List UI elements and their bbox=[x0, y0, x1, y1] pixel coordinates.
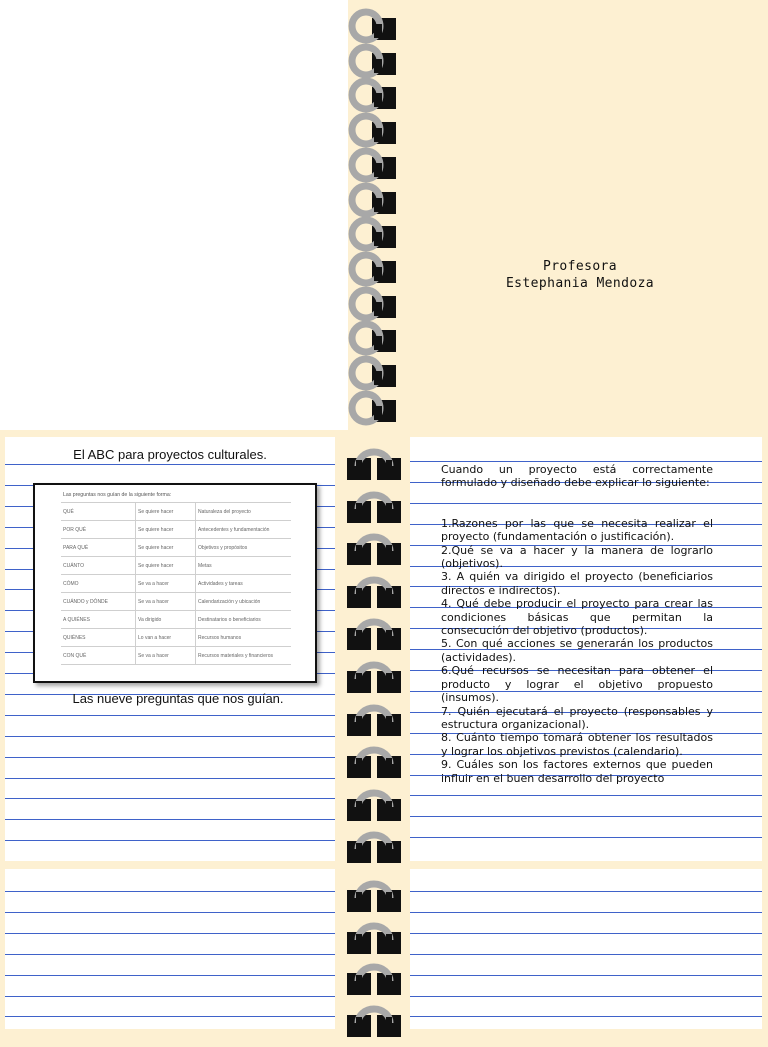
table-cell: Calendarización y ubicación bbox=[196, 593, 292, 611]
cover-right-page bbox=[392, 0, 768, 430]
list-item: 9. Cuáles son los factores externos que pueden influir en el buen desarrollo del proyecto bbox=[441, 758, 713, 785]
table-cell: Naturaleza del proyecto bbox=[196, 503, 292, 521]
ruled-line bbox=[5, 819, 335, 820]
table-cell: Metas bbox=[196, 557, 292, 575]
table-row bbox=[61, 611, 291, 629]
ruled-line bbox=[410, 837, 762, 838]
table-cell: Recursos materiales y financieros bbox=[196, 647, 292, 665]
table-cell: Se va a hacer bbox=[136, 647, 196, 665]
list-item: 4. Qué debe producir el proyecto para crear las condiciones básicas que permitan la consecución del objetivo (productos). bbox=[441, 597, 713, 638]
ruled-line bbox=[5, 840, 335, 841]
ruled-line bbox=[5, 912, 335, 913]
table-cell: Objetivos y propósitos bbox=[196, 539, 292, 557]
ruled-line bbox=[5, 757, 335, 758]
ruled-line bbox=[5, 715, 335, 716]
abc-caption: Las nueve preguntas que nos guían. bbox=[72, 691, 284, 706]
spiral-ring-icon bbox=[346, 997, 402, 1047]
table-cell: CÓMO bbox=[61, 575, 136, 593]
list-item: 6.Qué recursos se necesitan para obtener el producto y lograr el objetivo propuesto (insumos). bbox=[441, 664, 713, 705]
cover-line-1: Profesora bbox=[542, 259, 618, 274]
table-cell: Lo van a hacer bbox=[136, 629, 196, 647]
table-cell: POR QUÉ bbox=[61, 521, 136, 539]
ruled-line bbox=[5, 933, 335, 934]
ruled-line bbox=[410, 461, 762, 462]
ruled-line bbox=[410, 954, 762, 955]
abc-title: El ABC para proyectos culturales. bbox=[73, 447, 267, 462]
table-cell: PARA QUÉ bbox=[61, 539, 136, 557]
ruled-line bbox=[410, 816, 762, 817]
ruled-line bbox=[5, 736, 335, 737]
table-cell: Se quiere hacer bbox=[136, 521, 196, 539]
question-list bbox=[441, 517, 713, 785]
table-cell: CON QUÉ bbox=[61, 647, 136, 665]
list-item: 5. Con qué acciones se generarán los productos (actividades). bbox=[441, 637, 713, 664]
ruled-line bbox=[5, 778, 335, 779]
table-cell: A QUIÉNES bbox=[61, 611, 136, 629]
ruled-line bbox=[410, 1016, 762, 1017]
ruled-line bbox=[5, 798, 335, 799]
questions-table-image bbox=[33, 483, 317, 683]
table-cell: Recursos humanos bbox=[196, 629, 292, 647]
table-row bbox=[61, 575, 291, 593]
table-cell: Actividades y tareas bbox=[196, 575, 292, 593]
table-intro: Las preguntas nos guían de la siguiente forma: bbox=[63, 492, 172, 498]
ruled-line bbox=[410, 933, 762, 934]
cover-author bbox=[392, 258, 768, 292]
ruled-line bbox=[5, 464, 335, 465]
table-cell: Destinatarios o beneficiarios bbox=[196, 611, 292, 629]
list-item: 7. Quién ejecutará el proyecto (responsables y estructura organizacional). bbox=[441, 704, 713, 731]
table-cell: Se va a hacer bbox=[136, 593, 196, 611]
ruled-line bbox=[5, 1016, 335, 1017]
ruled-line bbox=[5, 975, 335, 976]
ruled-line bbox=[410, 912, 762, 913]
table-cell: CUÁNDO y DÓNDE bbox=[61, 593, 136, 611]
intro-paragraph: Cuando un proyecto está correctamente formulado y diseñado debe explicar lo siguiente: bbox=[441, 463, 713, 490]
table-row bbox=[61, 647, 291, 665]
table-row bbox=[61, 593, 291, 611]
ruled-line bbox=[5, 891, 335, 892]
table-cell: Va dirigido bbox=[136, 611, 196, 629]
table-cell: Se quiere hacer bbox=[136, 503, 196, 521]
spiral-ring-icon bbox=[346, 384, 402, 434]
table-cell: Se va a hacer bbox=[136, 575, 196, 593]
list-item: 3. A quién va dirigido el proyecto (beneficiarios directos e indirectos). bbox=[441, 570, 713, 597]
right-notebook-page-3 bbox=[410, 869, 762, 1029]
table-cell: Se quiere hacer bbox=[136, 539, 196, 557]
list-item: 8. Cuánto tiempo tomará obtener los resultados y lograr los objetivos previstos (calendario). bbox=[441, 731, 713, 758]
table-row bbox=[61, 539, 291, 557]
ruled-line bbox=[410, 891, 762, 892]
table-row bbox=[61, 521, 291, 539]
table-cell: Se quiere hacer bbox=[136, 557, 196, 575]
table-row bbox=[61, 629, 291, 647]
cover-left-page bbox=[0, 0, 348, 430]
questions-table bbox=[61, 502, 291, 665]
spiral-ring-icon bbox=[346, 823, 402, 873]
ruled-line bbox=[410, 975, 762, 976]
table-cell: Antecedentes y fundamentación bbox=[196, 521, 292, 539]
ruled-line bbox=[5, 996, 335, 997]
table-row bbox=[61, 503, 291, 521]
table-cell: CUÁNTO bbox=[61, 557, 136, 575]
left-notebook-page-3 bbox=[5, 869, 335, 1029]
list-item: 1.Razones por las que se necesita realizar el proyecto (fundamentación o justificación). bbox=[441, 516, 713, 544]
table-cell: QUÉ bbox=[61, 503, 136, 521]
ruled-line bbox=[410, 795, 762, 796]
project-explanation bbox=[441, 463, 713, 785]
ruled-line bbox=[410, 996, 762, 997]
cover-line-2: Estephania Mendoza bbox=[505, 276, 655, 291]
list-item: 2.Qué se va a hacer y la manera de lograrlo (objetivos). bbox=[441, 543, 713, 571]
table-row bbox=[61, 557, 291, 575]
ruled-line bbox=[5, 954, 335, 955]
table-cell: QUIÉNES bbox=[61, 629, 136, 647]
